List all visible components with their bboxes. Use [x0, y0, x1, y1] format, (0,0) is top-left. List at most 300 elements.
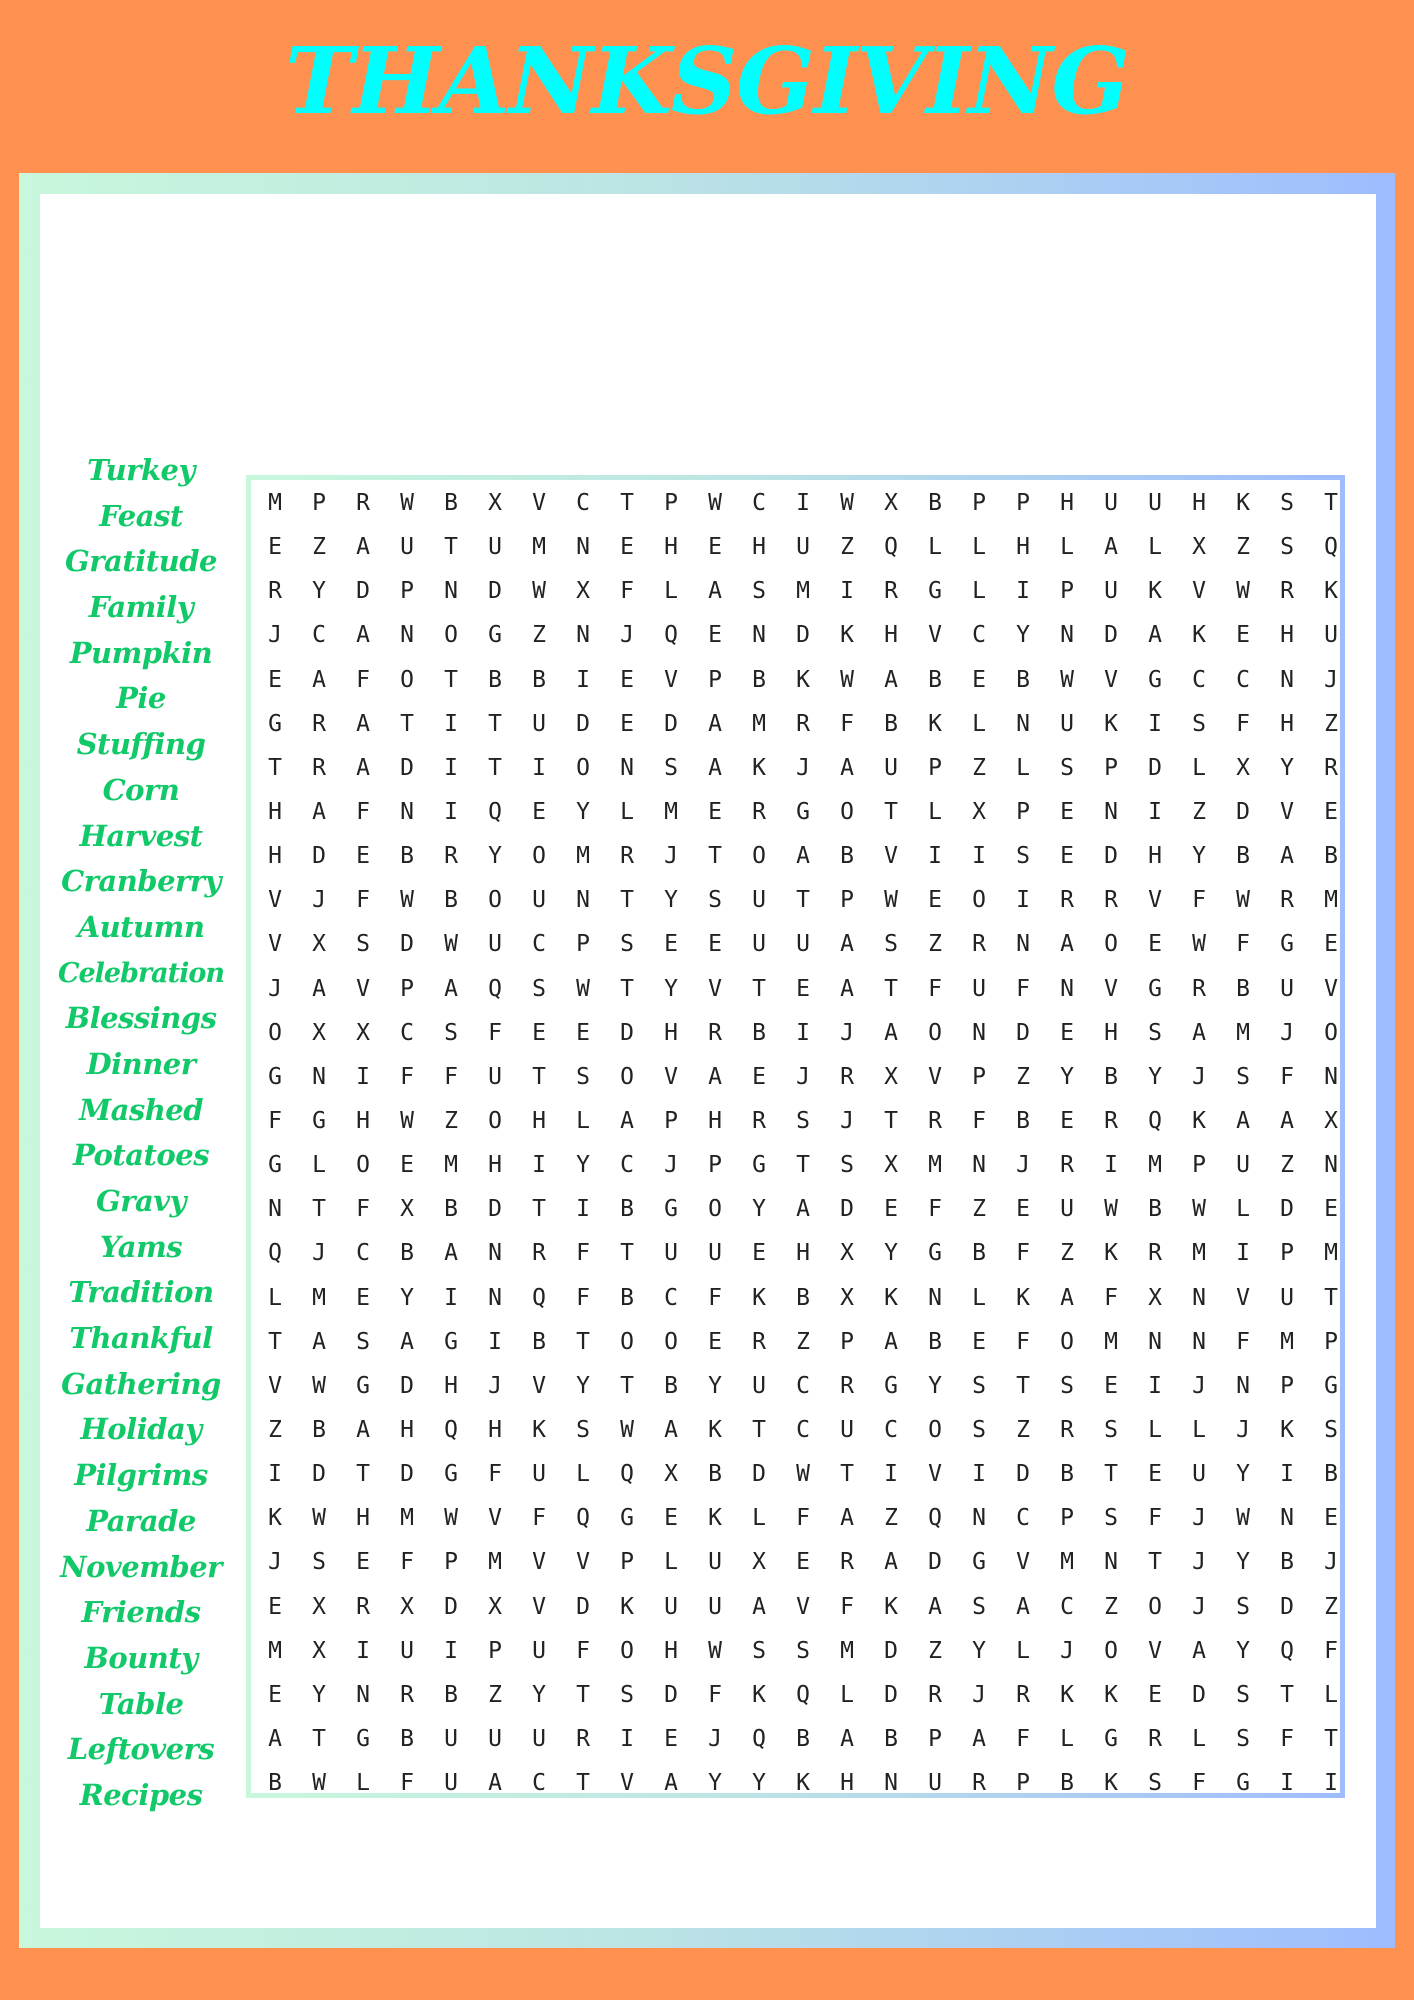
grid-letter: G	[444, 1461, 458, 1488]
grid-letter: A	[708, 754, 722, 781]
grid-letter: Y	[664, 975, 678, 1002]
grid-letter: D	[356, 578, 370, 605]
grid-letter: S	[1280, 534, 1294, 561]
grid-letter: J	[1280, 1019, 1294, 1046]
grid-letter: E	[1060, 798, 1074, 825]
grid-letter: E	[664, 1505, 678, 1532]
grid-letter: I	[444, 754, 458, 781]
grid-letter: A	[840, 754, 854, 781]
grid-letter: E	[664, 931, 678, 958]
grid-letter: M	[664, 798, 678, 825]
grid-letter: W	[620, 1416, 634, 1443]
word-list-item: Stuffing	[76, 727, 206, 762]
grid-letter: E	[796, 975, 810, 1002]
grid-letter: S	[1060, 1372, 1074, 1399]
grid-letter: X	[972, 798, 986, 825]
grid-letter: Z	[1324, 1593, 1338, 1620]
grid-letter: S	[884, 931, 898, 958]
grid-letter: N	[576, 887, 590, 914]
grid-letter: U	[1104, 490, 1118, 516]
grid-letter: A	[1060, 1284, 1074, 1311]
grid-letter: X	[1324, 1107, 1338, 1134]
grid-letter: A	[444, 975, 458, 1002]
grid-letter: O	[620, 1063, 634, 1090]
grid-letter: V	[664, 666, 678, 693]
word-list-item: Celebration	[57, 957, 225, 989]
grid-letter: N	[1060, 622, 1074, 649]
grid-letter: X	[312, 1593, 326, 1620]
grid-letter: O	[840, 798, 854, 825]
grid-letter: T	[1104, 1461, 1118, 1488]
grid-letter: H	[1148, 843, 1162, 870]
grid-letter: E	[1148, 931, 1162, 958]
grid-letter: I	[532, 754, 546, 781]
grid-letter: H	[1280, 622, 1294, 649]
grid-letter: F	[576, 1284, 590, 1311]
grid-letter: Y	[884, 1240, 898, 1267]
grid-letter: S	[1104, 1416, 1118, 1443]
grid-letter: U	[532, 1461, 546, 1488]
grid-letter: N	[1280, 1505, 1294, 1532]
grid-letter: T	[532, 1196, 546, 1223]
grid-letter: F	[708, 1284, 722, 1311]
grid-letter: F	[356, 666, 370, 693]
grid-letter: B	[532, 1328, 546, 1355]
grid-letter: A	[884, 1019, 898, 1046]
grid-letter: R	[268, 578, 282, 605]
grid-letter: I	[972, 843, 986, 870]
grid-letter: L	[972, 1284, 986, 1311]
grid-letter: X	[884, 1063, 898, 1090]
grid-letter: K	[752, 1681, 766, 1708]
grid-letter: R	[972, 931, 986, 958]
grid-letter: R	[620, 843, 634, 870]
grid-letter: E	[1060, 1107, 1074, 1134]
grid-letter: E	[356, 1549, 370, 1576]
grid-letter: E	[1324, 1505, 1338, 1532]
grid-letter: E	[1060, 1019, 1074, 1046]
grid-letter: H	[796, 1240, 810, 1267]
grid-letter: G	[1236, 1770, 1250, 1797]
grid-letter: G	[312, 1107, 326, 1134]
grid-letter: Q	[796, 1681, 810, 1708]
grid-letter: C	[796, 1372, 810, 1399]
grid-letter: E	[620, 534, 634, 561]
grid-letter: O	[1104, 1637, 1118, 1664]
grid-letter: M	[1324, 1240, 1338, 1267]
grid-letter: L	[928, 534, 942, 561]
grid-letter: H	[1016, 534, 1030, 561]
grid-letter: Y	[664, 887, 678, 914]
grid-letter: E	[532, 1019, 546, 1046]
grid-letter: B	[752, 1019, 766, 1046]
grid-letter: J	[1060, 1637, 1074, 1664]
grid-letter: N	[1192, 1284, 1206, 1311]
grid-letter: S	[1236, 1725, 1250, 1752]
grid-letter: Z	[840, 534, 854, 561]
grid-letter: O	[488, 887, 502, 914]
grid-letter: F	[928, 1196, 942, 1223]
grid-letter: T	[268, 754, 282, 781]
grid-letter: T	[884, 798, 898, 825]
grid-letter: F	[444, 1063, 458, 1090]
grid-letter: D	[444, 1593, 458, 1620]
grid-letter: X	[400, 1196, 414, 1223]
grid-letter: G	[796, 798, 810, 825]
grid-letter: I	[1148, 710, 1162, 737]
grid-letter: D	[664, 1681, 678, 1708]
grid-letter: L	[928, 798, 942, 825]
grid-letter: D	[620, 1019, 634, 1046]
grid-letter: C	[972, 622, 986, 649]
grid-letter: L	[356, 1770, 370, 1797]
grid-letter: W	[444, 1505, 458, 1532]
word-list-item: Pilgrims	[74, 1458, 208, 1493]
grid-letter: B	[1280, 1549, 1294, 1576]
grid-letter: O	[928, 1019, 942, 1046]
grid-letter: Q	[884, 534, 898, 561]
grid-letter: Q	[532, 1284, 546, 1311]
word-list-item: Family	[88, 590, 194, 625]
grid-letter: U	[488, 534, 502, 561]
grid-letter: W	[840, 490, 854, 516]
grid-letter: E	[1324, 931, 1338, 958]
grid-letter: V	[884, 843, 898, 870]
grid-letter: P	[444, 1549, 458, 1576]
grid-letter: L	[972, 578, 986, 605]
grid-letter: W	[708, 490, 722, 516]
grid-letter: O	[576, 754, 590, 781]
grid-letter: P	[400, 975, 414, 1002]
grid-letter: I	[1280, 1461, 1294, 1488]
grid-letter: P	[928, 754, 942, 781]
grid-letter: G	[1148, 975, 1162, 1002]
grid-letter: H	[664, 1637, 678, 1664]
grid-letter: P	[972, 490, 986, 516]
grid-letter: W	[796, 1461, 810, 1488]
grid-letter: B	[708, 1461, 722, 1488]
grid-letter: F	[1324, 1637, 1338, 1664]
grid-letter: Q	[928, 1505, 942, 1532]
grid-letter: F	[400, 1770, 414, 1797]
grid-letter: A	[1148, 622, 1162, 649]
grid-letter: Y	[532, 1681, 546, 1708]
grid-letter: W	[400, 1107, 414, 1134]
grid-letter: T	[796, 887, 810, 914]
grid-letter: Y	[1192, 843, 1206, 870]
grid-letter: U	[1192, 1461, 1206, 1488]
grid-letter: X	[400, 1593, 414, 1620]
grid-letter: B	[1060, 1461, 1074, 1488]
grid-letter: R	[796, 710, 810, 737]
grid-letter: U	[400, 1637, 414, 1664]
grid-letter: N	[884, 1770, 898, 1797]
grid-letter: J	[268, 1549, 282, 1576]
grid-letter: B	[312, 1416, 326, 1443]
grid-letter: Y	[312, 1681, 326, 1708]
grid-letter: P	[488, 1637, 502, 1664]
page-title: THANKSGIVING	[285, 27, 1129, 135]
grid-letter: U	[488, 1063, 502, 1090]
grid-letter: W	[312, 1505, 326, 1532]
grid-letter: A	[884, 1328, 898, 1355]
grid-letter: D	[488, 1196, 502, 1223]
grid-letter: B	[1060, 1770, 1074, 1797]
grid-letter: T	[752, 975, 766, 1002]
grid-letter: F	[928, 975, 942, 1002]
grid-letter: U	[708, 1549, 722, 1576]
grid-letter: J	[972, 1681, 986, 1708]
grid-letter: V	[664, 1063, 678, 1090]
grid-letter: A	[620, 1107, 634, 1134]
grid-letter: T	[620, 490, 634, 516]
grid-letter: R	[708, 1019, 722, 1046]
word-list-item: Harvest	[79, 818, 203, 853]
grid-letter: U	[664, 1593, 678, 1620]
grid-letter: A	[1016, 1593, 1030, 1620]
grid-letter: Z	[1060, 1240, 1074, 1267]
grid-letter: F	[1236, 1328, 1250, 1355]
grid-letter: K	[1104, 1770, 1118, 1797]
grid-letter: W	[1104, 1196, 1118, 1223]
grid-letter: G	[1324, 1372, 1338, 1399]
grid-letter: Y	[708, 1372, 722, 1399]
grid-letter: F	[488, 1461, 502, 1488]
grid-letter: T	[356, 1461, 370, 1488]
grid-letter: O	[708, 1196, 722, 1223]
grid-letter: B	[928, 1328, 942, 1355]
grid-letter: P	[840, 1328, 854, 1355]
grid-letter: Y	[752, 1196, 766, 1223]
grid-letter: H	[840, 1770, 854, 1797]
grid-letter: F	[1280, 1063, 1294, 1090]
grid-letter: E	[400, 1152, 414, 1179]
grid-letter: N	[1324, 1152, 1338, 1179]
grid-letter: F	[400, 1549, 414, 1576]
grid-letter: F	[1236, 710, 1250, 737]
grid-letter: S	[1324, 1416, 1338, 1443]
grid-letter: N	[444, 578, 458, 605]
grid-letter: S	[664, 754, 678, 781]
grid-letter: V	[928, 1461, 942, 1488]
grid-letter: L	[1148, 534, 1162, 561]
grid-letter: U	[1060, 710, 1074, 737]
grid-letter: Z	[532, 622, 546, 649]
grid-letter: E	[708, 622, 722, 649]
grid-letter: O	[664, 1328, 678, 1355]
grid-letter: R	[312, 754, 326, 781]
grid-letter: B	[1104, 1063, 1118, 1090]
grid-letter: L	[576, 1461, 590, 1488]
grid-letter: N	[620, 754, 634, 781]
grid-letter: B	[620, 1196, 634, 1223]
grid-letter: S	[312, 1549, 326, 1576]
grid-letter: T	[312, 1196, 326, 1223]
grid-letter: N	[1324, 1063, 1338, 1090]
grid-letter: T	[884, 1107, 898, 1134]
grid-letter: M	[532, 534, 546, 561]
grid-letter: F	[1016, 975, 1030, 1002]
grid-letter: Y	[708, 1770, 722, 1797]
grid-letter: K	[1016, 1284, 1030, 1311]
grid-letter: P	[1192, 1152, 1206, 1179]
grid-letter: E	[268, 666, 282, 693]
grid-letter: J	[620, 622, 634, 649]
grid-letter: E	[1104, 1372, 1118, 1399]
grid-letter: X	[1236, 754, 1250, 781]
grid-letter: I	[444, 1637, 458, 1664]
grid-letter: O	[972, 887, 986, 914]
grid-letter: V	[268, 1372, 282, 1399]
grid-letter: S	[1060, 754, 1074, 781]
grid-letter: R	[840, 1063, 854, 1090]
grid-letter: S	[1236, 1063, 1250, 1090]
grid-letter: M	[488, 1549, 502, 1576]
grid-letter: C	[400, 1019, 414, 1046]
grid-letter: L	[972, 710, 986, 737]
grid-letter: J	[1324, 1549, 1338, 1576]
grid-letter: W	[1192, 931, 1206, 958]
grid-letter: S	[972, 1372, 986, 1399]
grid-letter: K	[268, 1505, 282, 1532]
grid-letter: S	[356, 1328, 370, 1355]
word-list-item: Yams	[99, 1229, 183, 1264]
grid-letter: B	[1148, 1196, 1162, 1223]
grid-letter: W	[1060, 666, 1074, 693]
grid-letter: A	[884, 1549, 898, 1576]
grid-letter: D	[840, 1196, 854, 1223]
grid-letter: R	[752, 1328, 766, 1355]
grid-letter: Q	[488, 975, 502, 1002]
grid-letter: G	[664, 1196, 678, 1223]
grid-letter: Y	[972, 1637, 986, 1664]
grid-letter: Y	[1236, 1461, 1250, 1488]
grid-letter: E	[928, 887, 942, 914]
word-list-item: Thankful	[69, 1321, 213, 1356]
grid-letter: B	[444, 1681, 458, 1708]
grid-letter: U	[840, 1416, 854, 1443]
grid-letter: F	[1280, 1725, 1294, 1752]
grid-letter: B	[796, 1725, 810, 1752]
grid-letter: D	[664, 710, 678, 737]
grid-letter: N	[576, 534, 590, 561]
grid-letter: I	[532, 1152, 546, 1179]
grid-letter: H	[1280, 710, 1294, 737]
grid-letter: W	[1236, 578, 1250, 605]
grid-letter: R	[1280, 887, 1294, 914]
grid-letter: Q	[268, 1240, 282, 1267]
grid-letter: U	[1060, 1196, 1074, 1223]
grid-letter: H	[664, 534, 678, 561]
grid-letter: E	[1060, 843, 1074, 870]
grid-letter: M	[268, 1637, 282, 1664]
grid-letter: I	[620, 1725, 634, 1752]
grid-letter: S	[972, 1416, 986, 1443]
grid-letter: G	[268, 710, 282, 737]
grid-letter: K	[840, 622, 854, 649]
grid-letter: R	[840, 1372, 854, 1399]
grid-letter: E	[972, 666, 986, 693]
grid-letter: D	[576, 1593, 590, 1620]
grid-letter: U	[1280, 1284, 1294, 1311]
grid-letter: P	[1280, 1372, 1294, 1399]
grid-letter: R	[752, 1107, 766, 1134]
grid-letter: C	[532, 1770, 546, 1797]
grid-letter: U	[532, 1637, 546, 1664]
grid-letter: Q	[620, 1461, 634, 1488]
grid-letter: J	[708, 1725, 722, 1752]
grid-letter: T	[752, 1416, 766, 1443]
grid-letter: R	[972, 1770, 986, 1797]
grid-letter: B	[752, 666, 766, 693]
grid-letter: H	[356, 1107, 370, 1134]
grid-letter: D	[884, 1637, 898, 1664]
grid-letter: S	[1236, 1593, 1250, 1620]
grid-letter: O	[1324, 1019, 1338, 1046]
grid-letter: D	[752, 1461, 766, 1488]
grid-letter: T	[488, 754, 502, 781]
grid-letter: J	[796, 754, 810, 781]
grid-letter: P	[1016, 490, 1030, 516]
grid-letter: B	[532, 666, 546, 693]
grid-letter: M	[840, 1637, 854, 1664]
grid-letter: N	[1060, 975, 1074, 1002]
word-list-item: Autumn	[77, 909, 205, 944]
grid-letter: N	[1104, 798, 1118, 825]
grid-letter: S	[576, 1416, 590, 1443]
grid-letter: G	[356, 1372, 370, 1399]
grid-letter: C	[796, 1416, 810, 1443]
grid-letter: V	[928, 1063, 942, 1090]
grid-letter: S	[1148, 1019, 1162, 1046]
grid-letter: Q	[1324, 534, 1338, 561]
grid-letter: X	[840, 1284, 854, 1311]
grid-letter: R	[1016, 1681, 1030, 1708]
grid-letter: M	[928, 1152, 942, 1179]
grid-letter: M	[400, 1505, 414, 1532]
grid-letter: U	[752, 931, 766, 958]
grid-letter: E	[708, 1328, 722, 1355]
grid-letter: K	[1104, 1681, 1118, 1708]
grid-letter: W	[576, 975, 590, 1002]
word-list-item: Gravy	[95, 1184, 187, 1218]
grid-letter: M	[268, 490, 282, 516]
grid-letter: T	[1016, 1372, 1030, 1399]
grid-letter: L	[1236, 1196, 1250, 1223]
grid-letter: A	[1192, 1637, 1206, 1664]
grid-letter: F	[840, 1593, 854, 1620]
grid-letter: D	[400, 931, 414, 958]
grid-letter: Y	[1016, 622, 1030, 649]
grid-letter: F	[1236, 931, 1250, 958]
grid-letter: L	[972, 534, 986, 561]
grid-letter: T	[620, 1372, 634, 1399]
word-list	[40, 448, 242, 1819]
grid-letter: B	[928, 666, 942, 693]
grid-letter: P	[708, 1152, 722, 1179]
grid-letter: E	[620, 710, 634, 737]
grid-letter: T	[312, 1725, 326, 1752]
grid-letter: S	[356, 931, 370, 958]
grid-letter: A	[356, 754, 370, 781]
grid-letter: F	[356, 798, 370, 825]
grid-letter: X	[840, 1240, 854, 1267]
grid-letter: J	[312, 887, 326, 914]
grid-letter: A	[312, 1328, 326, 1355]
grid-letter: C	[752, 490, 766, 516]
grid-letter: A	[840, 1505, 854, 1532]
grid-letter: H	[884, 622, 898, 649]
